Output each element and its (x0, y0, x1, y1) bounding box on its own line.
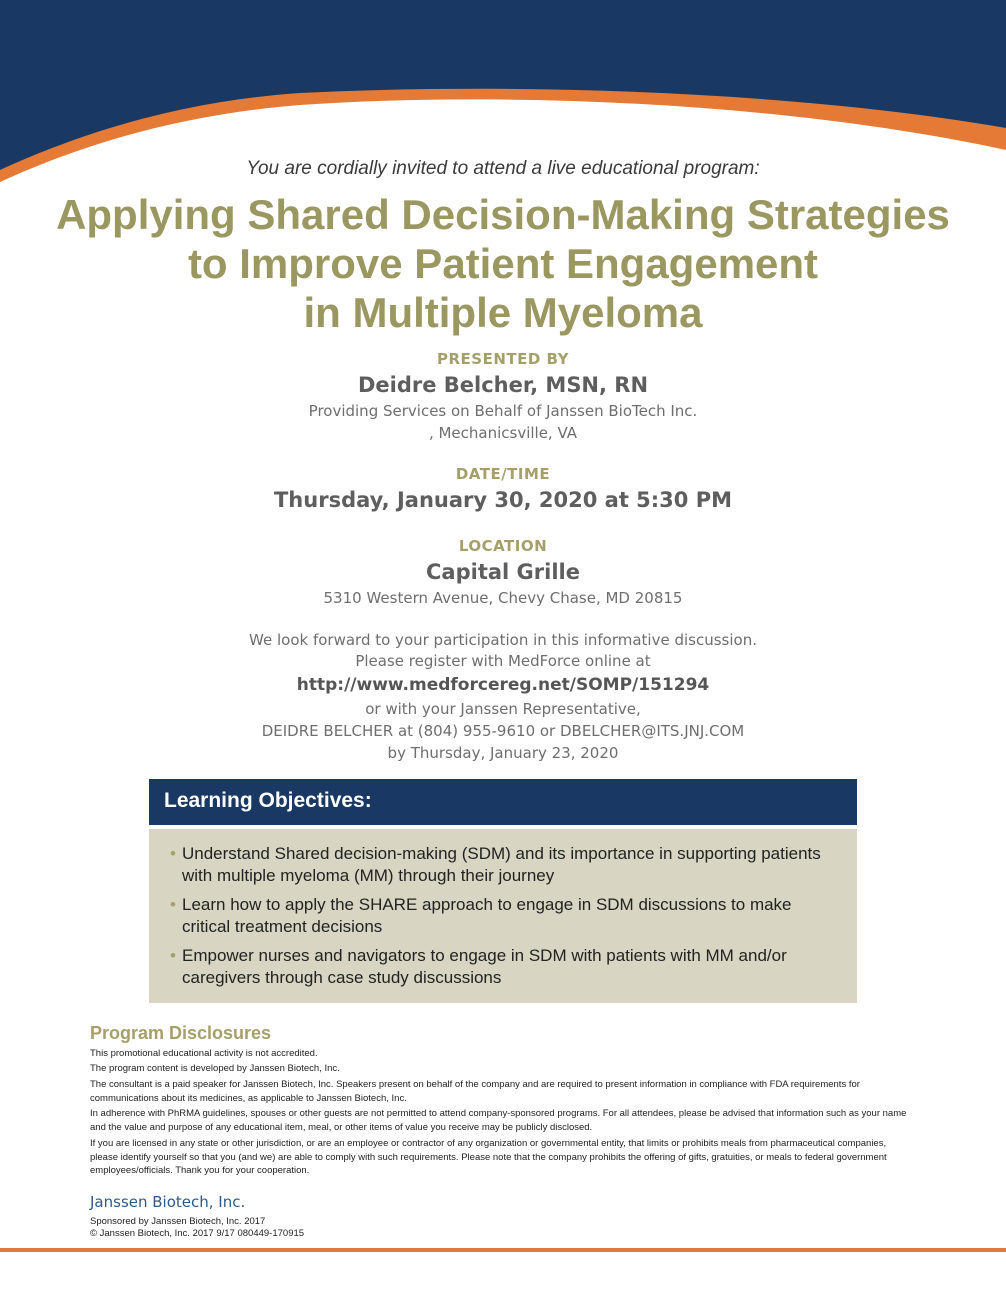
registration-contact: DEIDRE BELCHER at (804) 955-9610 or DBELCHER@ITS.JNJ.COM (261, 722, 745, 740)
sponsored-line: Sponsored by Janssen Biotech, Inc. 2017 (90, 1216, 266, 1227)
company-logo-text: Janssen Biotech, Inc. (90, 1193, 246, 1211)
learning-objectives-title: Learning Objectives: (164, 789, 372, 812)
learning-objectives-header (149, 779, 857, 825)
datetime-label: DATE/TIME (455, 465, 551, 483)
registration-rep-line: or with your Janssen Representative, (365, 700, 641, 718)
location-label: LOCATION (458, 537, 548, 555)
registration-deadline: by Thursday, January 23, 2020 (387, 744, 619, 762)
objective-item: • Empower nurses and navigators to engage in SDM with patients with MM and/or caregivers through case study discussions (170, 946, 787, 987)
invitation-line: You are cordially invited to attend a live educational program: (246, 158, 760, 179)
presenter-name: Deidre Belcher, MSN, RN (357, 373, 649, 397)
presenter-affiliation: Providing Services on Behalf of Janssen BioTech Inc. (308, 402, 698, 420)
registration-intro: We look forward to your participation in this informative discussion. (249, 631, 757, 649)
title-line-2: to Improve Patient Engagement (187, 240, 819, 287)
objective-item: • Understand Shared decision-making (SDM) and its importance in supporting patients with multiple myeloma (MM) through their journey (170, 844, 821, 885)
presenter-location: , Mechanicsville, VA (428, 424, 578, 442)
footer-divider (0, 1248, 1006, 1252)
disclosure-text: In adherence with PhRMA guidelines, spouses or other guests are not permitted to attend company-sponsored programs. For all attendees, please be advised that information such as your name and the value and purpose of any educational item, meal, or other items of value you receive may be publicly disclosed. (90, 1108, 907, 1133)
bullet-icon: • (170, 946, 176, 965)
disclosures-title: Program Disclosures (90, 1023, 272, 1043)
bullet-icon: • (170, 844, 176, 863)
venue-address: 5310 Western Avenue, Chevy Chase, MD 20815 (323, 589, 683, 607)
venue-name: Capital Grille (426, 560, 580, 584)
registration-instruction: Please register with MedForce online at (355, 652, 651, 670)
presented-by-label: PRESENTED BY (436, 350, 570, 368)
copyright-line: © Janssen Biotech, Inc. 2017 9/17 080449-170915 (90, 1228, 305, 1239)
disclosure-text: The consultant is a paid speaker for Janssen Biotech, Inc. Speakers present on behalf of the company and are required to present information in compliance with FDA requirements for communications about its medicines, as applicable to Janssen Biotech, Inc. (90, 1079, 860, 1104)
title-line-1: Applying Shared Decision-Making Strategies (56, 191, 950, 238)
disclosure-text: The program content is developed by Janssen Biotech, Inc. (90, 1063, 340, 1074)
title-line-3: in Multiple Myeloma (303, 289, 703, 336)
bullet-icon: • (170, 895, 176, 914)
datetime-value: Thursday, January 30, 2020 at 5:30 PM (273, 488, 733, 512)
disclosure-text: This promotional educational activity is not accredited. (90, 1048, 318, 1059)
disclosure-text: If you are licensed in any state or other jurisdiction, or are an employee or contractor of any organization or governmental entity, that limits or prohibits meals from pharmaceutical companies, please identify yourself so that you (and we) are able to comply with such requirements. Please note that the company prohibits the offering of gifts, gratuities, or meals to federal government employees/officials. Thank you for your cooperation. (90, 1138, 887, 1176)
learning-objectives-box (149, 829, 857, 1003)
objective-item: • Learn how to apply the SHARE approach to engage in SDM discussions to make critical treatment decisions (170, 895, 792, 936)
registration-url[interactable]: http://www.medforcereg.net/SOMP/151294 (296, 675, 710, 695)
program-title (0, 190, 1006, 337)
